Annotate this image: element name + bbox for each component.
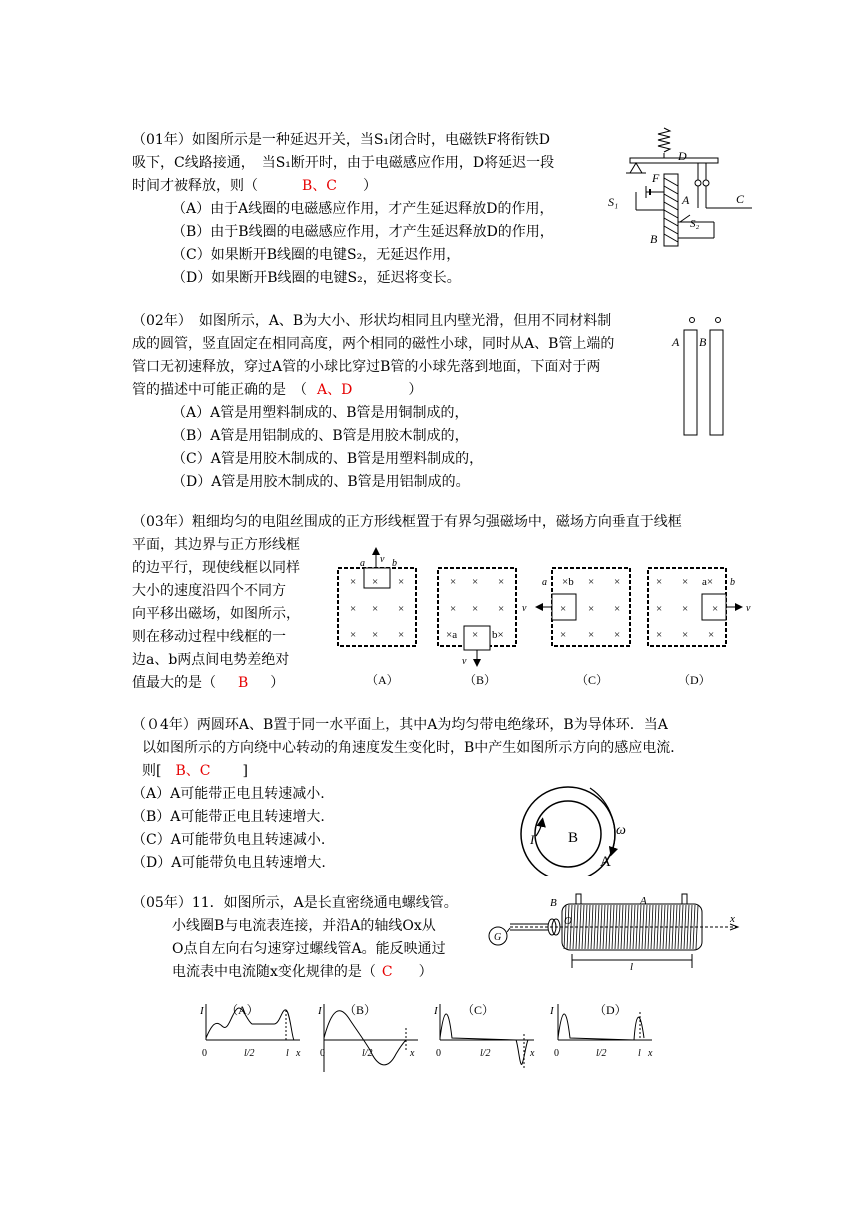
svg-text:I: I [434, 1005, 438, 1017]
q5-graph-d [549, 1003, 653, 1059]
svg-text:×a: ×a [446, 629, 458, 641]
svg-text:×: × [372, 629, 379, 641]
svg-text:×: × [350, 576, 357, 588]
svg-text:×: × [398, 576, 405, 588]
q5-line3: O点自左向右匀速穿过螺线管A。能反映通过 [172, 941, 446, 957]
q4-fig-label-a: A [600, 854, 611, 870]
svg-text:l/2: l/2 [244, 1048, 255, 1059]
q1-fig-label-s1: S₁ [608, 195, 619, 209]
q3-line1: （03年）粗细均匀的电阻丝围成的正方形线框置于有界匀强磁场中，磁场方向垂直于线框 [132, 514, 682, 530]
svg-text:0: 0 [436, 1048, 441, 1059]
svg-text:x: x [530, 1048, 535, 1059]
q1-fig-label-d: D [678, 149, 687, 163]
q5-answer: C [381, 964, 393, 980]
svg-text:×: × [614, 576, 621, 588]
q1-fig-label-s2: S₂ [690, 218, 700, 230]
svg-text:×: × [708, 629, 715, 641]
svg-text:×: × [350, 629, 357, 641]
q1-delay-switch-figure [606, 126, 756, 256]
svg-text:l/2: l/2 [362, 1048, 373, 1059]
q4-fig-label-omega: ω [616, 823, 626, 838]
q5-fig-label-o: O [564, 915, 572, 927]
q1-answer: B、C [302, 178, 337, 194]
q5-line1: （05年）11．如图所示，A是长直密绕通电螺线管。 [132, 895, 458, 911]
q3-panel-a [338, 548, 416, 646]
svg-text:×: × [372, 576, 379, 588]
svg-text:I: I [318, 1005, 322, 1017]
q1-option-d: （D）如果断开B线圈的电键S₂，延迟将变长。 [172, 270, 461, 286]
svg-text:×: × [472, 629, 479, 641]
q4-option-d: （D）A可能带负电且转速增大. [132, 855, 326, 871]
svg-text:×: × [712, 603, 719, 615]
q3-line3: 的边平行，现使线框以同样 [132, 560, 300, 576]
q1-fig-label-c: C [736, 192, 745, 206]
q4-option-b: （B）A可能带正电且转速增大. [132, 809, 325, 825]
q5-graph-c [433, 1003, 535, 1070]
svg-text:l: l [286, 1048, 289, 1059]
svg-text:v: v [462, 656, 467, 667]
svg-text:×: × [398, 629, 405, 641]
q1-fig-label-b: B [650, 232, 658, 246]
q4-line3: 则[ B、C ] [142, 763, 248, 779]
q1-option-c: （C）如果断开B线圈的电键S₂，无延迟作用， [172, 247, 461, 263]
q3-panel-c [522, 568, 630, 646]
q2-fig-label-b: B [699, 335, 707, 349]
q4-answer: B、C [175, 763, 211, 779]
svg-text:×: × [656, 576, 663, 588]
q3-caption-d: （D） [678, 673, 711, 687]
svg-text:v: v [522, 603, 527, 614]
q3-panel-d [648, 568, 751, 646]
q5-fig-label-x: x [730, 913, 735, 925]
q2-option-c: （C）A管是用胶木制成的、B管是用塑料制成的， [172, 451, 484, 467]
svg-text:×: × [560, 603, 567, 615]
svg-text:×: × [588, 603, 595, 615]
svg-text:×: × [682, 576, 689, 588]
q4-rings-figure [500, 772, 660, 876]
q3-line4: 大小的速度沿四个不同方 [132, 583, 286, 599]
svg-text:v: v [380, 554, 385, 565]
svg-text:0: 0 [554, 1048, 559, 1059]
q5-graph-b [317, 1003, 418, 1072]
q4-line2: 以如图所示的方向绕中心转动的角速度发生变化时，B中产生如图所示方向的感应电流． [142, 740, 685, 756]
q2-answer: A、D [317, 382, 353, 398]
svg-text:×: × [560, 629, 567, 641]
q5-line2: 小线圈B与电流表连接，并沿A的轴线Ox从 [172, 918, 436, 934]
q5-graph-a [199, 1003, 301, 1059]
svg-text:x: x [410, 1048, 415, 1059]
q5-solenoid-figure [480, 890, 746, 972]
svg-text:l/2: l/2 [596, 1048, 607, 1059]
q2-option-a: （A）A管是用塑料制成的、B管是用铜制成的， [172, 405, 469, 421]
q3-line2: 平面，其边界与正方形线框 [132, 537, 300, 553]
svg-text:×: × [588, 576, 595, 588]
q5-graph-caption-c: （C） [462, 1003, 495, 1017]
q4-fig-label-i: I [530, 832, 535, 847]
svg-text:×: × [498, 576, 505, 588]
svg-text:a×: a× [702, 576, 714, 588]
q2-tubes-figure [668, 314, 734, 438]
q3-line6: 则在移动过程中线框的一 [132, 629, 286, 645]
svg-text:I: I [550, 1005, 554, 1017]
q5-fig-label-b: B [550, 897, 557, 909]
q4-fig-label-b: B [568, 830, 579, 846]
q3-caption-c: （C） [576, 673, 609, 687]
q4-option-c: （C）A可能带负电且转速减小. [132, 832, 326, 848]
q1-option-b: （B）由于B线圈的电磁感应作用，才产生延迟释放D的作用， [172, 224, 554, 240]
svg-text:×: × [588, 629, 595, 641]
svg-text:a: a [360, 558, 365, 569]
q1-fig-label-a: A [682, 193, 690, 207]
q3-frames-figure [332, 540, 762, 690]
q1-option-a: （A）由于A线圈的电磁感应作用，才产生延迟释放D的作用， [172, 201, 554, 217]
svg-text:×b: ×b [562, 576, 574, 588]
svg-text:×: × [398, 603, 405, 615]
q3-line8: 值最大的是（ B ） [132, 675, 285, 691]
svg-text:×: × [450, 576, 457, 588]
q5-graph-caption-d: （D） [594, 1003, 627, 1017]
svg-text:b×: b× [492, 629, 504, 641]
q2-option-b: （B）A管是用铝制成的、B管是用胶木制成的， [172, 428, 469, 444]
svg-text:l: l [638, 1048, 641, 1059]
svg-text:l/2: l/2 [480, 1048, 491, 1059]
q5-graph-caption-b: （B） [344, 1003, 377, 1017]
q2-fig-label-a: A [672, 335, 680, 349]
q3-caption-b: （B） [464, 673, 497, 687]
svg-text:x: x [296, 1048, 301, 1059]
q5-fig-label-a: A [640, 895, 647, 907]
q4-option-a: （A）A可能带正电且转速减小. [132, 786, 325, 802]
q5-line4: 电流表中电流随x变化规律的是（ C ） [172, 964, 433, 980]
q3-line7: 边a、b两点间电势差绝对 [132, 652, 290, 668]
q2-line1: （02年） 如图所示，A、B为大小、形状均相同且内壁光滑，但用不同材料制 [132, 313, 612, 329]
svg-text:×: × [656, 629, 663, 641]
q1-line2: 吸下，C线路接通， 当S₁断开时，由于电磁感应作用，D将延迟一段 [132, 155, 555, 171]
q5-fig-label-g: G [494, 932, 502, 943]
svg-text:×: × [350, 603, 357, 615]
q1-line3: 时间才被释放，则（ B、C ） [132, 178, 377, 194]
svg-text:×: × [472, 576, 479, 588]
q1-line1: （01年）如图所示是一种延迟开关，当S₁闭合时，电磁铁F将衔铁D [132, 132, 550, 148]
svg-text:×: × [450, 603, 457, 615]
q2-line3: 管口无初速释放，穿过A管的小球比穿过B管的小球先落到地面，下面对于两 [132, 359, 601, 375]
q3-answer: B [238, 675, 249, 691]
svg-text:b: b [730, 577, 735, 588]
svg-text:×: × [682, 629, 689, 641]
q5-graphs-figure [196, 998, 676, 1082]
svg-text:×: × [472, 603, 479, 615]
q2-line2: 成的圆管，竖直固定在相同高度，两个相同的磁性小球，同时从A、B管上端的 [132, 336, 615, 352]
q5-graph-caption-a: （A） [226, 1003, 259, 1017]
q1-fig-label-f: F [652, 171, 660, 185]
q3-panel-b [438, 568, 516, 667]
svg-text:x: x [648, 1048, 653, 1059]
q5-fig-label-l: l [630, 961, 634, 972]
svg-text:×: × [372, 603, 379, 615]
svg-text:b: b [392, 558, 397, 569]
q3-caption-a: （A） [366, 673, 399, 687]
svg-text:×: × [682, 603, 689, 615]
svg-text:I: I [200, 1005, 204, 1017]
svg-text:0: 0 [202, 1048, 207, 1059]
svg-text:0: 0 [320, 1048, 325, 1059]
svg-text:v: v [746, 603, 751, 614]
q2-option-d: （D）A管是用胶木制成的、B管是用铝制成的。 [172, 474, 470, 490]
q2-line4: 管的描述中可能正确的是 （ A、D ） [132, 382, 423, 398]
svg-text:×: × [656, 603, 663, 615]
svg-text:×: × [614, 629, 621, 641]
svg-text:a: a [542, 577, 547, 588]
svg-text:×: × [498, 603, 505, 615]
svg-text:×: × [614, 603, 621, 615]
q3-line5: 向平移出磁场，如图所示， [132, 606, 300, 622]
q4-line1: （０4年）两圆环A、B置于同一水平面上，其中A为均匀带电绝缘环，B为导体环．当A [132, 717, 668, 733]
